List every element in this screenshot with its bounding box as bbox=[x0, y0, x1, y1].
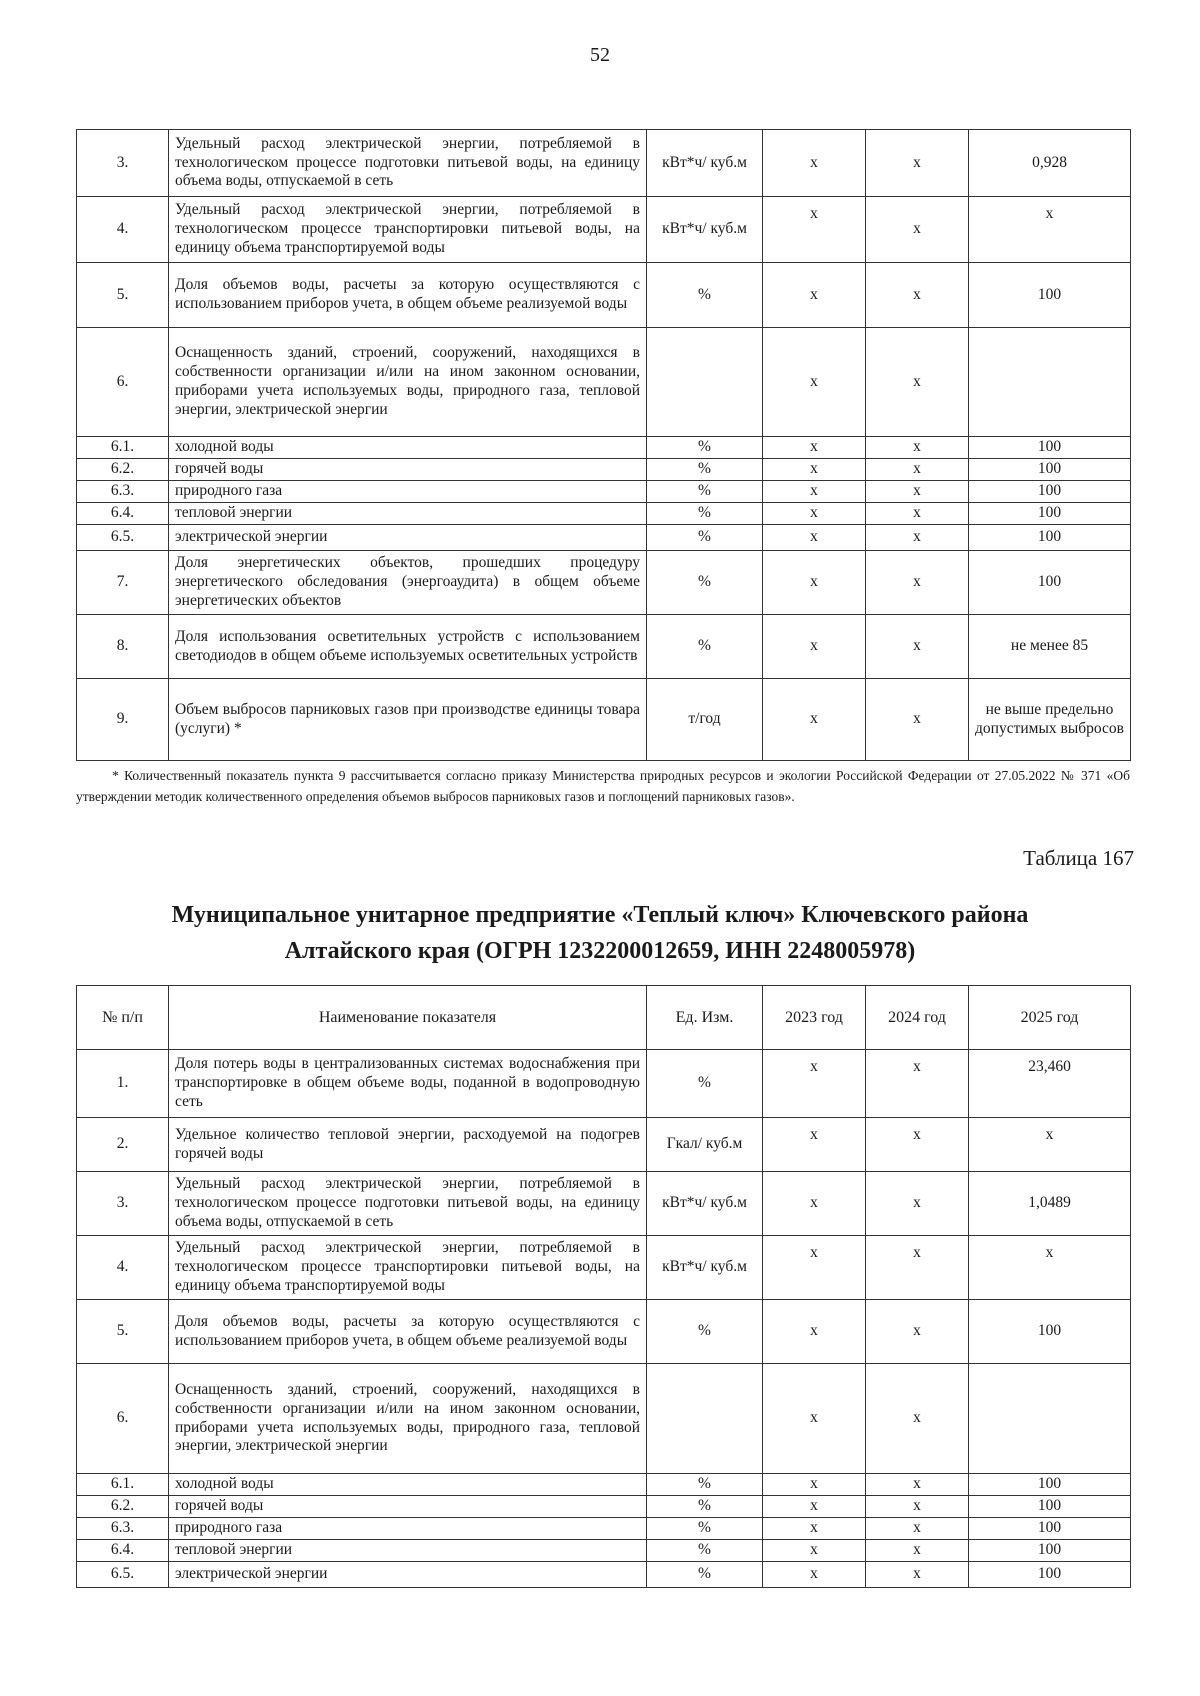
cell-num: 6.1. bbox=[77, 1474, 169, 1496]
cell-unit: % bbox=[647, 437, 763, 459]
cell-y2023: х bbox=[763, 1518, 866, 1540]
cell-num: 3. bbox=[77, 1172, 169, 1236]
cell-unit: % bbox=[647, 551, 763, 615]
cell-y2024: х bbox=[866, 1540, 969, 1562]
cell-num: 6.3. bbox=[77, 481, 169, 503]
cell-y2024: х bbox=[866, 1496, 969, 1518]
cell-y2025: 100 bbox=[969, 1300, 1131, 1364]
table-row bbox=[77, 197, 1131, 263]
cell-y2024: х bbox=[866, 328, 969, 437]
cell-unit: % bbox=[647, 525, 763, 551]
cell-unit: % bbox=[647, 1474, 763, 1496]
cell-unit: % bbox=[647, 1518, 763, 1540]
cell-y2025: 100 bbox=[969, 503, 1131, 525]
header-2023: 2023 год bbox=[763, 986, 866, 1050]
table-row bbox=[77, 481, 1131, 503]
header-2024: 2024 год bbox=[866, 986, 969, 1050]
table-row bbox=[77, 328, 1131, 437]
cell-y2023: х bbox=[763, 1540, 866, 1562]
table-row bbox=[77, 1050, 1131, 1118]
cell-num: 6.4. bbox=[77, 503, 169, 525]
title-line-2: Алтайского края (ОГРН 1232200012659, ИНН 2248005978) bbox=[284, 937, 916, 964]
cell-unit: Гкал/ куб.м bbox=[647, 1118, 763, 1172]
cell-num: 8. bbox=[77, 615, 169, 679]
cell-unit: % bbox=[647, 459, 763, 481]
table-row bbox=[77, 263, 1131, 328]
cell-unit: % bbox=[647, 1562, 763, 1588]
cell-y2023: х bbox=[763, 1474, 866, 1496]
cell-name: Доля использования осветительных устройств с использованием светодиодов в общем объеме используемых осветительных устройств bbox=[169, 615, 647, 679]
cell-y2023: х bbox=[763, 615, 866, 679]
cell-y2023: х bbox=[763, 679, 866, 761]
cell-y2024: х bbox=[866, 1236, 969, 1300]
cell-y2024: х bbox=[866, 459, 969, 481]
cell-name: Оснащенность зданий, строений, сооружений, находящихся в собственности организации и/или на ином законном основании, приборами учета используемых воды, природного газа, тепловой энергии, электрической энергии bbox=[169, 328, 647, 437]
cell-unit bbox=[647, 328, 763, 437]
cell-name: природного газа bbox=[169, 1518, 647, 1540]
cell-y2023: х bbox=[763, 459, 866, 481]
cell-unit: % bbox=[647, 615, 763, 679]
table-row bbox=[77, 615, 1131, 679]
table-header-row bbox=[77, 986, 1131, 1050]
cell-y2023: х bbox=[763, 1050, 866, 1118]
cell-num: 4. bbox=[77, 197, 169, 263]
cell-y2025: 100 bbox=[969, 481, 1131, 503]
cell-name: Удельный расход электрической энергии, потребляемой в технологическом процессе подготовки питьевой воды, на единицу объема воды, отпускаемой в сеть bbox=[169, 1172, 647, 1236]
table-row bbox=[77, 1518, 1131, 1540]
cell-name: Удельный расход электрической энергии, потребляемой в технологическом процессе транспортировки питьевой воды, на единицу объема транспортируемой воды bbox=[169, 197, 647, 263]
cell-y2025: 100 bbox=[969, 459, 1131, 481]
cell-name: горячей воды bbox=[169, 1496, 647, 1518]
cell-y2025 bbox=[969, 1364, 1131, 1474]
cell-name: Удельный расход электрической энергии, потребляемой в технологическом процессе подготовки питьевой воды, на единицу объема воды, отпускаемой в сеть bbox=[169, 130, 647, 197]
cell-y2025: 100 bbox=[969, 1540, 1131, 1562]
cell-y2024: х bbox=[866, 679, 969, 761]
cell-y2024: х bbox=[866, 1050, 969, 1118]
header-num: № п/п bbox=[77, 986, 169, 1050]
cell-y2023: х bbox=[763, 197, 866, 263]
cell-num: 6. bbox=[77, 1364, 169, 1474]
cell-y2024: х bbox=[866, 503, 969, 525]
cell-num: 6.5. bbox=[77, 1562, 169, 1588]
cell-y2025: 0,928 bbox=[969, 130, 1131, 197]
cell-y2025: 1,0489 bbox=[969, 1172, 1131, 1236]
organization-title bbox=[100, 898, 1100, 969]
indicator-table bbox=[76, 985, 1131, 1588]
cell-y2023: х bbox=[763, 1364, 866, 1474]
cell-unit: % bbox=[647, 481, 763, 503]
cell-y2025: 100 bbox=[969, 263, 1131, 328]
table-row bbox=[77, 1118, 1131, 1172]
cell-y2024: х bbox=[866, 197, 969, 263]
cell-y2023: х bbox=[763, 1172, 866, 1236]
table-row bbox=[77, 1540, 1131, 1562]
table-row bbox=[77, 1172, 1131, 1236]
table-row bbox=[77, 503, 1131, 525]
cell-y2025: 100 bbox=[969, 1474, 1131, 1496]
cell-y2025 bbox=[969, 328, 1131, 437]
cell-y2025: х bbox=[969, 1118, 1131, 1172]
cell-unit: % bbox=[647, 1496, 763, 1518]
cell-y2024: х bbox=[866, 1518, 969, 1540]
cell-unit: кВт*ч/ куб.м bbox=[647, 1172, 763, 1236]
cell-y2024: х bbox=[866, 481, 969, 503]
table-row bbox=[77, 1300, 1131, 1364]
table-row bbox=[77, 679, 1131, 761]
cell-y2024: х bbox=[866, 1364, 969, 1474]
page-number: 52 bbox=[590, 44, 610, 66]
cell-y2024: х bbox=[866, 551, 969, 615]
cell-num: 6.4. bbox=[77, 1540, 169, 1562]
cell-y2023: х bbox=[763, 328, 866, 437]
table-row bbox=[77, 130, 1131, 197]
table-row bbox=[77, 1236, 1131, 1300]
cell-y2023: х bbox=[763, 1496, 866, 1518]
cell-y2024: х bbox=[866, 1562, 969, 1588]
cell-name: Оснащенность зданий, строений, сооружений, находящихся в собственности организации и/или на ином законном основании, приборами учета используемых воды, природного газа, тепловой энергии, электрической энергии bbox=[169, 1364, 647, 1474]
table-row bbox=[77, 1562, 1131, 1588]
title-line-1: Муниципальное унитарное предприятие «Теплый ключ» Ключевского района bbox=[171, 902, 1029, 928]
cell-name: холодной воды bbox=[169, 1474, 647, 1496]
cell-y2024: х bbox=[866, 525, 969, 551]
cell-y2024: х bbox=[866, 1474, 969, 1496]
cell-y2025: 100 bbox=[969, 437, 1131, 459]
cell-num: 9. bbox=[77, 679, 169, 761]
cell-unit: % bbox=[647, 1050, 763, 1118]
cell-name: тепловой энергии bbox=[169, 1540, 647, 1562]
cell-y2025: 100 bbox=[969, 1562, 1131, 1588]
cell-num: 6.2. bbox=[77, 459, 169, 481]
cell-name: Доля энергетических объектов, прошедших процедуру энергетического обследования (энергоаудита) в общем объеме энергетических объектов bbox=[169, 551, 647, 615]
cell-y2023: х bbox=[763, 1118, 866, 1172]
cell-name: электрической энергии bbox=[169, 525, 647, 551]
cell-y2024: х bbox=[866, 437, 969, 459]
cell-y2025: х bbox=[969, 197, 1131, 263]
cell-name: Объем выбросов парниковых газов при производстве единицы товара (услуги) * bbox=[169, 679, 647, 761]
cell-y2023: х bbox=[763, 263, 866, 328]
cell-name: горячей воды bbox=[169, 459, 647, 481]
cell-unit: % bbox=[647, 263, 763, 328]
cell-name: Доля объемов воды, расчеты за которую осуществляются с использованием приборов учета, в общем объеме реализуемой воды bbox=[169, 263, 647, 328]
cell-num: 6.1. bbox=[77, 437, 169, 459]
table-row bbox=[77, 437, 1131, 459]
cell-num: 3. bbox=[77, 130, 169, 197]
cell-y2025: 100 bbox=[969, 1518, 1131, 1540]
cell-y2025: х bbox=[969, 1236, 1131, 1300]
cell-y2023: х bbox=[763, 1236, 866, 1300]
cell-y2023: х bbox=[763, 525, 866, 551]
cell-unit: кВт*ч/ куб.м bbox=[647, 197, 763, 263]
cell-y2025: 100 bbox=[969, 1496, 1131, 1518]
cell-y2023: х bbox=[763, 481, 866, 503]
cell-y2025: 100 bbox=[969, 551, 1131, 615]
cell-unit: кВт*ч/ куб.м bbox=[647, 1236, 763, 1300]
cell-y2024: х bbox=[866, 1300, 969, 1364]
cell-name: электрической энергии bbox=[169, 1562, 647, 1588]
cell-unit bbox=[647, 1364, 763, 1474]
cell-name: Удельное количество тепловой энергии, расходуемой на подогрев горячей воды bbox=[169, 1118, 647, 1172]
table-row bbox=[77, 1364, 1131, 1474]
cell-num: 5. bbox=[77, 1300, 169, 1364]
cell-y2023: х bbox=[763, 503, 866, 525]
header-name: Наименование показателя bbox=[169, 986, 647, 1050]
cell-y2024: х bbox=[866, 1172, 969, 1236]
cell-num: 6.2. bbox=[77, 1496, 169, 1518]
cell-num: 5. bbox=[77, 263, 169, 328]
cell-y2025: не менее 85 bbox=[969, 615, 1131, 679]
table-row bbox=[77, 1474, 1131, 1496]
cell-y2025: 23,460 bbox=[969, 1050, 1131, 1118]
cell-num: 6.5. bbox=[77, 525, 169, 551]
cell-num: 7. bbox=[77, 551, 169, 615]
header-unit: Ед. Изм. bbox=[647, 986, 763, 1050]
table-row bbox=[77, 459, 1131, 481]
header-2025: 2025 год bbox=[969, 986, 1131, 1050]
cell-num: 6.3. bbox=[77, 1518, 169, 1540]
cell-y2023: х bbox=[763, 437, 866, 459]
cell-num: 6. bbox=[77, 328, 169, 437]
cell-unit: т/год bbox=[647, 679, 763, 761]
cell-unit: % bbox=[647, 1300, 763, 1364]
cell-y2023: х bbox=[763, 1562, 866, 1588]
table-row bbox=[77, 1496, 1131, 1518]
cell-y2025: не выше предельно допустимых выбросов bbox=[969, 679, 1131, 761]
cell-y2024: х bbox=[866, 130, 969, 197]
cell-name: тепловой энергии bbox=[169, 503, 647, 525]
cell-y2025: 100 bbox=[969, 525, 1131, 551]
cell-y2024: х bbox=[866, 615, 969, 679]
cell-num: 4. bbox=[77, 1236, 169, 1300]
cell-y2023: х bbox=[763, 1300, 866, 1364]
cell-name: Доля объемов воды, расчеты за которую осуществляются с использованием приборов учета, в общем объеме реализуемой воды bbox=[169, 1300, 647, 1364]
cell-num: 1. bbox=[77, 1050, 169, 1118]
cell-y2023: х bbox=[763, 130, 866, 197]
cell-unit: % bbox=[647, 1540, 763, 1562]
cell-y2024: х bbox=[866, 263, 969, 328]
cell-name: Доля потерь воды в централизованных системах водоснабжения при транспортировке в общем объеме воды, поданной в водопроводную сеть bbox=[169, 1050, 647, 1118]
cell-name: Удельный расход электрической энергии, потребляемой в технологическом процессе транспортировки питьевой воды, на единицу объема транспортируемой воды bbox=[169, 1236, 647, 1300]
indicator-table-continued bbox=[76, 129, 1131, 761]
cell-y2024: х bbox=[866, 1118, 969, 1172]
footnote: * Количественный показатель пункта 9 рассчитывается согласно приказу Министерства природных ресурсов и экологии Российской Федерации от 27.05.2022 № 371 «Об утверждении методик количественного определения объемов выбросов парниковых газов и поглощений парниковых газов». bbox=[76, 768, 1130, 804]
cell-unit: % bbox=[647, 503, 763, 525]
table-row bbox=[77, 551, 1131, 615]
cell-y2023: х bbox=[763, 551, 866, 615]
cell-name: холодной воды bbox=[169, 437, 647, 459]
cell-unit: кВт*ч/ куб.м bbox=[647, 130, 763, 197]
cell-num: 2. bbox=[77, 1118, 169, 1172]
cell-name: природного газа bbox=[169, 481, 647, 503]
table-row bbox=[77, 525, 1131, 551]
table-caption: Таблица 167 bbox=[1023, 846, 1134, 870]
